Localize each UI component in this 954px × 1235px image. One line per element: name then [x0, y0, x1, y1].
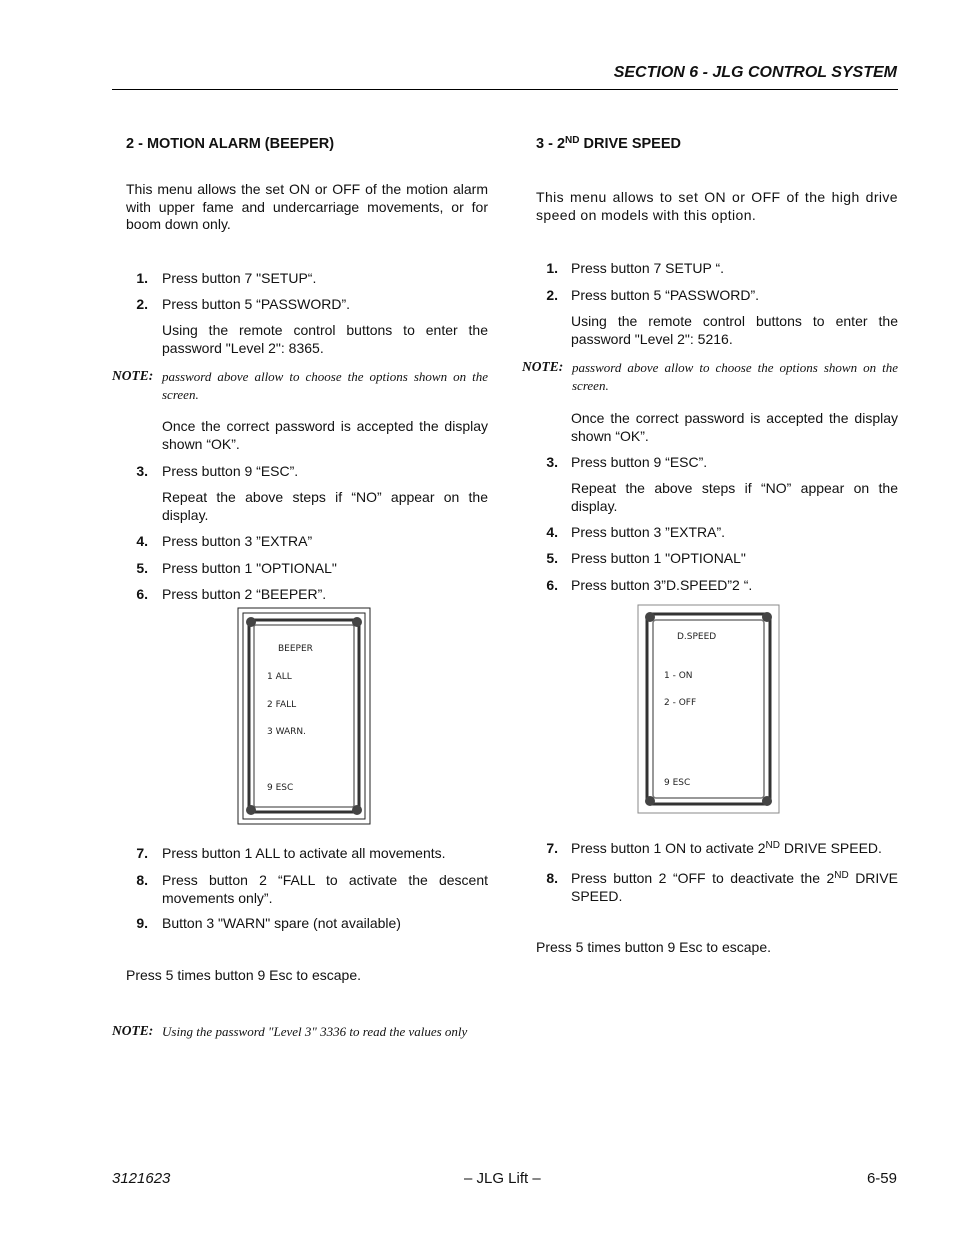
step-text: Press button 3 ”EXTRA” [162, 533, 313, 549]
right-step-2-detail: Using the remote control buttons to enter the password "Level 2": 5216. [571, 313, 898, 347]
step-number: 2. [546, 287, 558, 303]
note-text: password above allow to choose the options shown on the screen. [572, 360, 898, 393]
step-number: 6. [546, 577, 558, 593]
step-number: 3. [546, 454, 558, 470]
left-accepted-text: Once the correct password is accepted the display shown “OK”. [162, 418, 488, 452]
step-number: 4. [546, 524, 558, 540]
header-divider [112, 89, 898, 90]
page-number: 6-59 [866, 1170, 897, 1187]
left-step-2-detail: Using the remote control buttons to enter the password "Level 2": 8365. [162, 322, 488, 356]
right-step-3-detail: Repeat the above steps if “NO” appear on the display. [571, 480, 898, 514]
note-label: NOTE: [112, 368, 154, 383]
document-number: 3121623 [112, 1170, 171, 1187]
step-text: Press button 1 ON to activate 2ND DRIVE SPEED. [571, 840, 882, 856]
left-escape-text: Press 5 times button 9 Esc to escape. [126, 967, 362, 983]
step-number: 1. [136, 270, 148, 286]
right-accepted-text: Once the correct password is accepted the display shown “OK”. [571, 410, 898, 444]
step-text: Press button 7 SETUP “. [571, 260, 725, 276]
step-text: Press button 3 ”EXTRA”. [571, 524, 726, 540]
screen-option-2: 2 - OFF [664, 698, 697, 708]
step-number: 5. [546, 550, 558, 566]
step-text: Press button 5 “PASSWORD”. [162, 296, 351, 312]
left-step-3-detail: Repeat the above steps if “NO” appear on the display. [162, 489, 488, 523]
step-text: Press button 2 “OFF to deactivate the 2ND DRIVE SPEED. [571, 870, 898, 904]
step-number: 1. [546, 260, 558, 276]
right-intro: This menu allows to set ON or OFF of the high drive speed on models with this option. [536, 189, 898, 223]
step-text: Press button 5 “PASSWORD”. [571, 287, 760, 303]
step-text: Button 3 "WARN" spare (not available) [162, 915, 401, 931]
step-number: 8. [546, 870, 558, 886]
step-number: 4. [136, 533, 148, 549]
drive-speed-display-screen [637, 604, 780, 814]
step-text: Press button 9 “ESC”. [571, 454, 708, 470]
screen-option-1: 1 - ON [664, 671, 693, 681]
screen-title: D.SPEED [677, 632, 717, 642]
screen-option-2: 2 FALL [267, 700, 297, 710]
step-number: 6. [136, 586, 148, 602]
step-text: Press button 3”D.SPEED”2 “. [571, 577, 753, 593]
step-text: Press button 1 ALL to activate all movements. [162, 845, 446, 861]
step-text: Press button 9 “ESC”. [162, 463, 299, 479]
step-text: Press button 2 “BEEPER”. [162, 586, 327, 602]
step-number: 8. [136, 872, 148, 888]
step-text: Press button 1 "OPTIONAL" [571, 550, 746, 566]
section-title: SECTION 6 - JLG CONTROL SYSTEM [613, 64, 897, 81]
screen-option-1: 1 ALL [267, 672, 292, 682]
left-heading: 2 - MOTION ALARM (BEEPER) [126, 136, 335, 152]
note-label: NOTE: [112, 1023, 154, 1038]
step-number: 9. [136, 915, 148, 931]
step-number: 7. [136, 845, 148, 861]
step-number: 2. [136, 296, 148, 312]
note-label: NOTE: [522, 359, 564, 374]
screen-esc: 9 ESC [664, 778, 691, 788]
right-heading: 3 - 2ND DRIVE SPEED [536, 135, 681, 152]
footer-brand: – JLG Lift – [464, 1170, 541, 1187]
screen-esc: 9 ESC [267, 783, 294, 793]
screen-option-3: 3 WARN. [267, 727, 306, 737]
note-text: password above allow to choose the options shown on the screen. [162, 369, 488, 402]
step-number: 5. [136, 560, 148, 576]
step-text: Press button 1 "OPTIONAL" [162, 560, 337, 576]
step-text: Press button 2 “FALL to activate the descent movements only”. [162, 872, 488, 906]
beeper-display-screen [237, 607, 371, 825]
right-escape-text: Press 5 times button 9 Esc to escape. [536, 939, 772, 955]
step-number: 7. [546, 840, 558, 856]
left-intro: This menu allows the set ON or OFF of the motion alarm with upper fame and undercarriage movements, or for boom down only. [126, 181, 488, 232]
screen-title: BEEPER [278, 644, 313, 654]
step-text: Press button 7 "SETUP“. [162, 270, 317, 286]
note-text: Using the password "Level 3" 3336 to read the values only [162, 1024, 468, 1039]
step-number: 3. [136, 463, 148, 479]
